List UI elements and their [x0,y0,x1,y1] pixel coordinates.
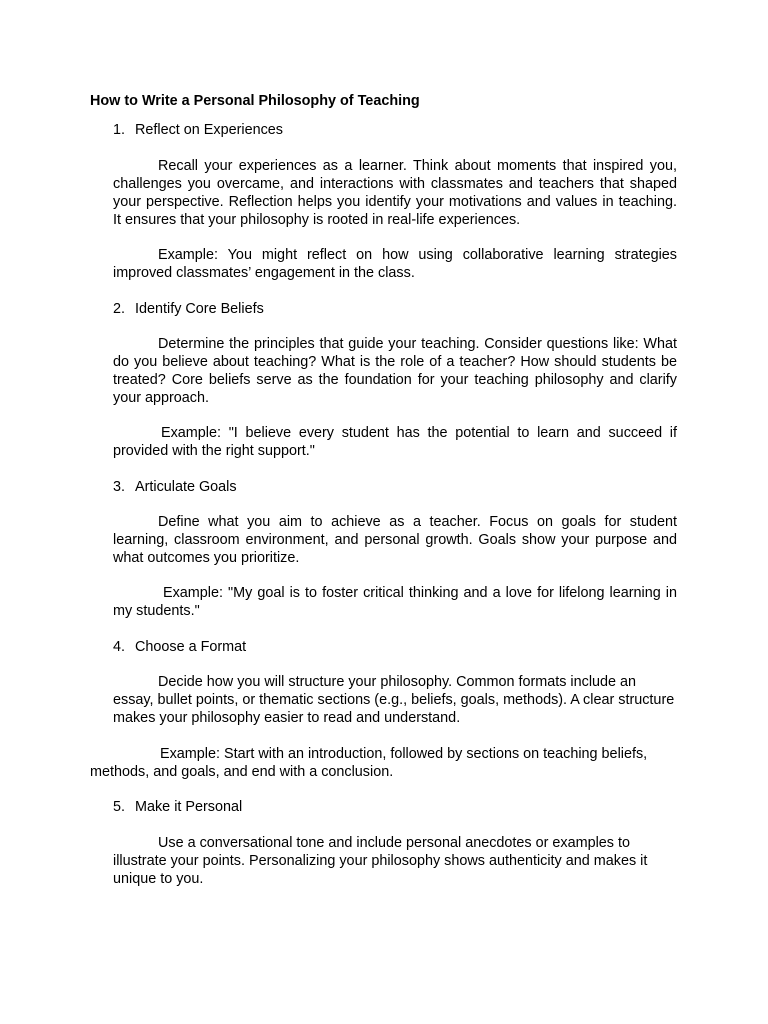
section-heading-core-beliefs [113,301,264,319]
section-heading-reflect [113,122,283,140]
section-number: 1. [113,122,126,138]
section-number: 3. [113,479,126,495]
section-heading-text: Reflect on Experiences [135,122,283,138]
section-body-goals: Define what you aim to achieve as a teacher. Focus on goals for student learning, classroom environment, and personal growth. Goals show your purpose and what outcomes you prioritize. [113,514,677,566]
section-body-format: Decide how you will structure your philosophy. Common formats include an essay, bullet points, or thematic sections (e.g., beliefs, goals, methods). A clear structure makes your philosophy easier to read and understand. [113,674,675,726]
document-title: How to Write a Personal Philosophy of Teaching [90,93,420,109]
section-heading-text: Make it Personal [135,799,243,815]
section-example-format: Example: Start with an introduction, followed by sections on teaching beliefs, methods, and goals, and end with a conclusion. [90,746,648,780]
section-body-personal: Use a conversational tone and include personal anecdotes or examples to illustrate your points. Personalizing your philosophy shows authenticity and makes it unique to you. [113,835,648,887]
section-heading-text: Articulate Goals [135,479,237,495]
section-heading-text: Identify Core Beliefs [135,301,264,317]
section-example-reflect: Example: You might reflect on how using collaborative learning strategies improved classmates’ engagement in the class. [113,247,677,281]
section-body-reflect: Recall your experiences as a learner. Think about moments that inspired you, challenges you overcame, and interactions with classmates and teachers that shaped your perspective. Reflection helps you identify your motivations and values in teaching. It ensures that your philosophy is rooted in real-life experiences. [113,158,677,228]
section-number: 4. [113,639,126,655]
section-number: 5. [113,799,126,815]
section-number: 2. [113,301,126,317]
section-heading-personal [113,799,242,817]
section-example-goals: Example: "My goal is to foster critical thinking and a love for lifelong learning in my students." [113,585,677,619]
section-body-core-beliefs: Determine the principles that guide your teaching. Consider questions like: What do you believe about teaching? What is the role of a teacher? How should students be treated? Core beliefs serve as the foundation for your teaching philosophy and clarify your approach. [113,336,677,406]
section-heading-format [113,639,246,657]
section-heading-text: Choose a Format [135,639,247,655]
section-example-core-beliefs: Example: "I believe every student has the potential to learn and succeed if provided with the right support." [113,425,677,459]
section-heading-goals [113,479,237,497]
